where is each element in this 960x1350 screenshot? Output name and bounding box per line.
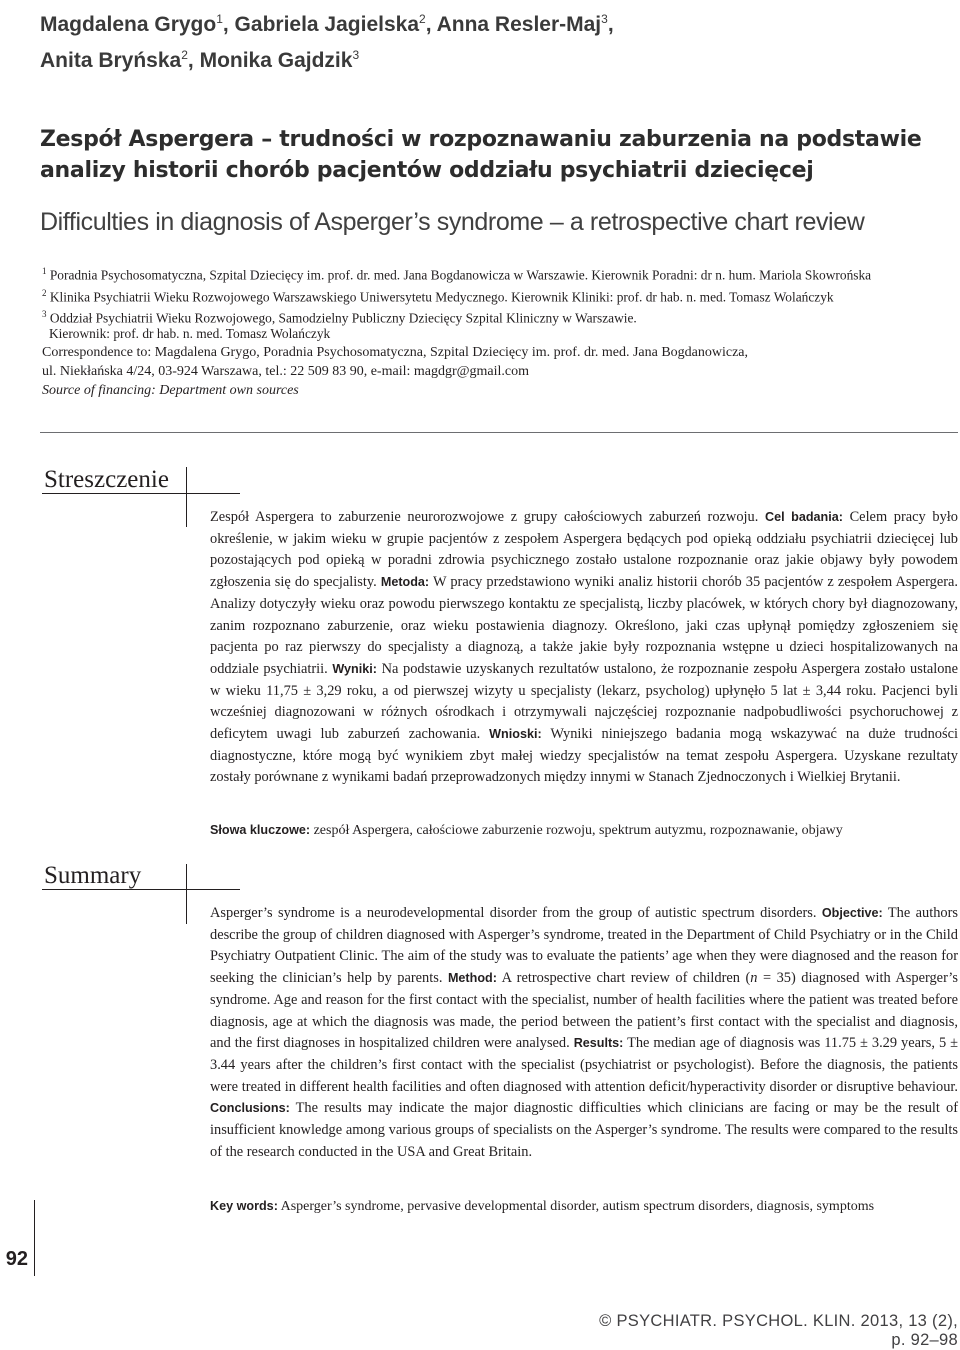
author-sup: 2: [419, 12, 426, 26]
affiliation-sup: 1: [42, 266, 47, 276]
streszczenie-keywords: [210, 820, 958, 841]
author-name: , Anna Resler-Maj: [425, 13, 602, 36]
title-polish: [40, 124, 950, 186]
affiliation-3-head: [49, 325, 960, 342]
affiliation-2: [42, 285, 960, 305]
streszczenie-text: Zespół Aspergera to zaburzenie neurorozwojowe z grupy całościowych zaburzeń rozwoju. Cel badania: Celem pracy było określenie, w jakim wieku w grupie pacjentów z zespołem Aspergera będących pod opieką oddziału psychiatrii dziecięcej lub pozostających pod opieką w poradni zdrowia psychicznego zostało ustalone rozpoznanie oraz jakie objawy były powodem zgłoszenia się do specjalisty. Metoda: W pracy przedstawiono wyniki analiz historii chorób 35 pacjentów z zespołem Aspergera. Analizy dotyczyły wieku oraz powodu pierwszego kontaktu ze specjalistą, liczby placówek, w których chory był diagnozowany, zanim rozpoznano zaburzenie, oraz wieku postawienia diagnozy. Określono, jaki czas upłynął pomiędzy zgłoszeniem się pacjenta po raz pierwszy do specjalisty a diagnozą, a także jakie były rozpoznania wstępne u dzieci hospitalizowanych na oddziale psychiatrii. Wyniki: Na podstawie uzyskanych rezultatów ustalono, że rozpoznanie zespołu Aspergera zostało ustalone w wieku 11,75 ± 3,29 roku, a od pierwszej wizyty u specjalisty (lekarz, psycholog) upłynęło 5 lat ± 3,44 roku. Pacjenci byli wcześniej diagnozowani w różnych ośrodkach i otrzymywali najczęściej rozpoznanie nadpobudliwości psychoruchowej z deficytem uwagi lub zaburzeń zachowania. Wnioski: Wyniki niniejszego badania mogą wskazywać na duże trudności diagnostyczne, które mogą być wynikiem zbyt małej wiedzy specjalistów na temat zespołu Aspergera. Uzyskane rezultaty zostały porównane z wynikami badań przeprowadzonych między innymi w Stanach Zjednoczonych i Wielkiej Brytanii.: [210, 509, 958, 786]
authors-line-2: [40, 40, 940, 76]
page-number: 92: [5, 1248, 28, 1270]
section-label: Method:: [447, 971, 497, 986]
streszczenie-vline: [186, 467, 187, 527]
section-label: Metoda:: [380, 575, 430, 590]
author-sup: 3: [352, 48, 360, 62]
author-sup: 3: [601, 12, 608, 26]
affiliation-text: Oddział Psychiatrii Wieku Rozwojowego, Samodzielny Publiczny Dziecięcy Szpital Kliniczny w Warszawie.: [49, 310, 637, 326]
author-name: , Gabriela Jagielska: [222, 13, 420, 36]
affiliation-text: Klinika Psychiatrii Wieku Rozwojowego Warszawskiego Uniwersytetu Medycznego. Kierownik Kliniki: prof. dr hab. n. med. Tomasz Wolańczyk: [49, 289, 834, 305]
summary-vline: [186, 864, 187, 924]
keywords-text: zespół Aspergera, całościowe zaburzenie rozwoju, spektrum autyzmu, rozpoznawanie, objawy: [310, 823, 843, 838]
affiliation-1: [42, 263, 960, 283]
summary-text: Asperger’s syndrome is a neurodevelopmental disorder from the group of autistic spectrum disorders. Objective: The authors describe the group of children diagnosed with Asperger’s syndrome, treated in the Department of Child Psychiatry or in the Child Psychiatry Outpatient Clinic. The aim of the study was to evaluate the patients’ age when they were diagnosed and the reason for seeking the clinician’s help by parents. Method: A retrospective chart review of children (n = 35) diagnosed with Asperger’s syndrome. Age and reason for the first contact with the specialist, number of health facilities where the patient was treated before diagnosis, age at which the diagnosis was made, the period between the patient’s first contact with the specialist and diagnosis, and the first diagnoses in hospitalized children were analysed. Results: The median age of diagnosis was 11.75 ± 3.29 years, 5 ± 3.44 years after the children’s first contact with the specialist (psychiatrist or psychologist). Before the diagnosis, the patients were treated in different health facilities and often diagnosed with attention deficit/hyperactivity disorder or disruptive behaviour. Conclusions: The results may indicate the major diagnostic difficulties which clinicians are facing or may be the result of insufficient knowledge among various groups of specialists on the Asperger’s syndrome. The results were compared to the results of the research conducted in the USA and Great Britain.: [210, 905, 958, 1160]
section-label: Wyniki:: [332, 661, 377, 676]
summary-heading: Summary: [44, 862, 142, 889]
section-label: Results:: [573, 1036, 624, 1051]
author-sup: 1: [216, 12, 223, 26]
header-divider: [40, 432, 958, 433]
affiliation-3: [42, 306, 960, 326]
authors-line-1: [40, 4, 940, 40]
author-name: Magdalena Grygo: [40, 13, 217, 36]
author-name: , Monika Gajdzik: [187, 49, 353, 72]
section-label: Objective:: [821, 906, 883, 920]
title-english: Difficulties in diagnosis of Asperger’s syndrome – a retrospective chart review: [40, 208, 865, 236]
affiliation-text: Poradnia Psychosomatyczna, Szpital Dziecięcy im. prof. dr. med. Jana Bogdanowicza w Warszawie. Kierownik Poradni: dr n. hum. Mariola Skowrońska: [49, 267, 872, 283]
summary-underline: [42, 889, 240, 890]
section-label: Cel badania:: [764, 510, 843, 524]
streszczenie-heading: Streszczenie: [44, 466, 169, 493]
author-name: Anita Bryńska: [40, 49, 182, 72]
journal-footer: © PSYCHIATR. PSYCHOL. KLIN. 2013, 13 (2), p. 92–98: [599, 1312, 958, 1349]
funding-source: Source of financing: Department own sources: [42, 383, 299, 398]
title-polish-line-1: Zespół Aspergera – trudności w rozpoznawaniu zaburzenia na podstawie: [40, 127, 922, 152]
author-name: ,: [607, 13, 614, 36]
authors: [40, 4, 940, 76]
summary-keywords: [210, 1196, 958, 1217]
keywords-text: Asperger’s syndrome, pervasive developmental disorder, autism spectrum disorders, diagnosis, symptoms: [277, 1199, 875, 1214]
correspondence-line-1: Correspondence to: Magdalena Grygo, Poradnia Psychosomatyczna, Szpital Dziecięcy im. prof. dr. med. Jana Bogdanowicza,: [42, 345, 749, 360]
section-label: Conclusions:: [210, 1101, 290, 1116]
keywords-label: Słowa kluczowe:: [210, 823, 311, 837]
affiliation-text: Kierownik: prof. dr hab. n. med. Tomasz Wolańczyk: [49, 326, 331, 341]
section-label: Wnioski:: [489, 727, 542, 742]
streszczenie-underline: [42, 493, 240, 494]
correspondence-line-2: ul. Niekłańska 4/24, 03-924 Warszawa, tel.: 22 509 83 90, e-mail: magdgr@gmail.com: [42, 364, 530, 379]
author-sup: 2: [181, 48, 188, 62]
affiliation-sup: 3: [42, 309, 47, 319]
title-polish-line-2: analizy historii chorób pacjentów oddziału psychiatrii dziecięcej: [40, 158, 814, 183]
affiliation-sup: 2: [42, 288, 47, 298]
keywords-label: Key words:: [210, 1199, 278, 1213]
page-number-rule: [34, 1200, 35, 1276]
